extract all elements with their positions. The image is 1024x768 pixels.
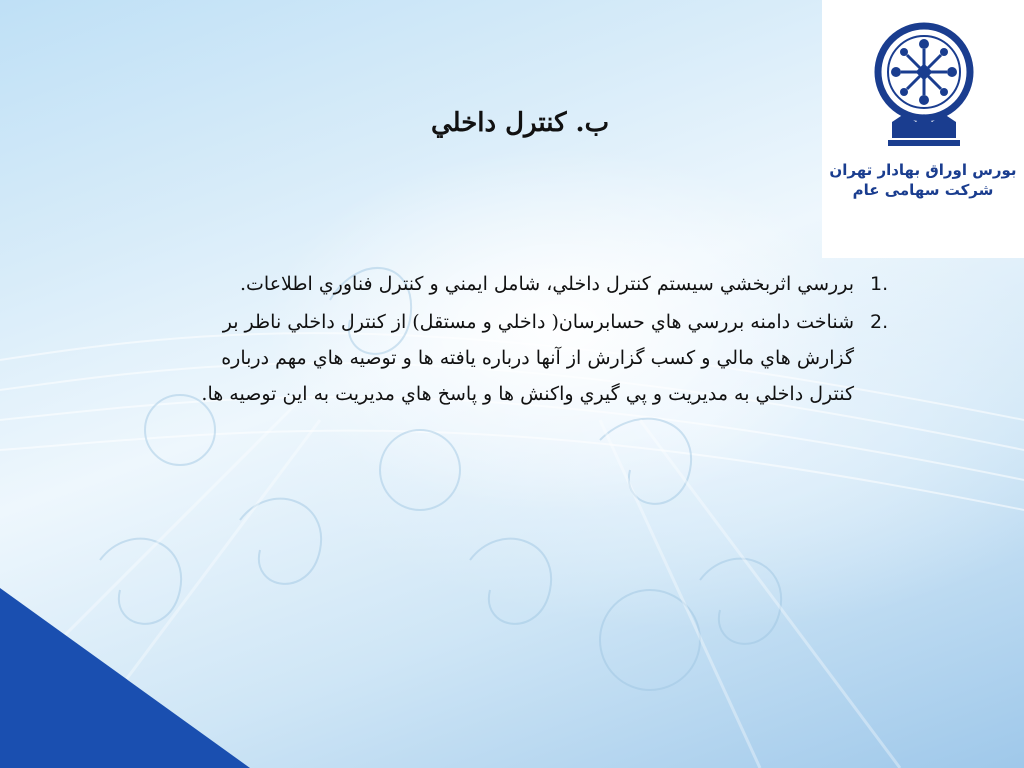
tehran-stock-exchange-emblem-icon: [874, 22, 974, 152]
list-item-number: 1.: [870, 273, 889, 295]
list-item-text: بررسي اثربخشي سيستم کنترل داخلي، شامل ايمني و کنترل فناوري اطلاعات.: [239, 273, 854, 295]
numbered-list: [200, 266, 910, 412]
logo-panel: [822, 0, 1024, 258]
list-item: [200, 266, 910, 302]
logo-caption: [822, 160, 1024, 200]
slide-title: ب. کنترل داخلي: [430, 108, 610, 138]
logo-line-company-type: شرکت سهامی عام: [852, 181, 994, 199]
slide-body: [200, 266, 910, 414]
list-item: [200, 304, 910, 412]
logo-line-exchange-name: بورس اوراق بهادار تهران: [829, 161, 1017, 179]
list-item-text: شناخت دامنه بررسي هاي حسابرسان( داخلي و مستقل) از کنترل داخلي ناظر بر گزارش هاي مالي و کسب گزارش از آنها درباره يافته ها و توصيه هاي مهم درباره کنترل داخلي به مديريت و پي گيري واکنش ها و پاسخ هاي مديريت به اين توصيه ها.: [201, 311, 854, 405]
list-item-number: 2.: [870, 311, 889, 333]
corner-accent-triangle: [0, 588, 250, 768]
